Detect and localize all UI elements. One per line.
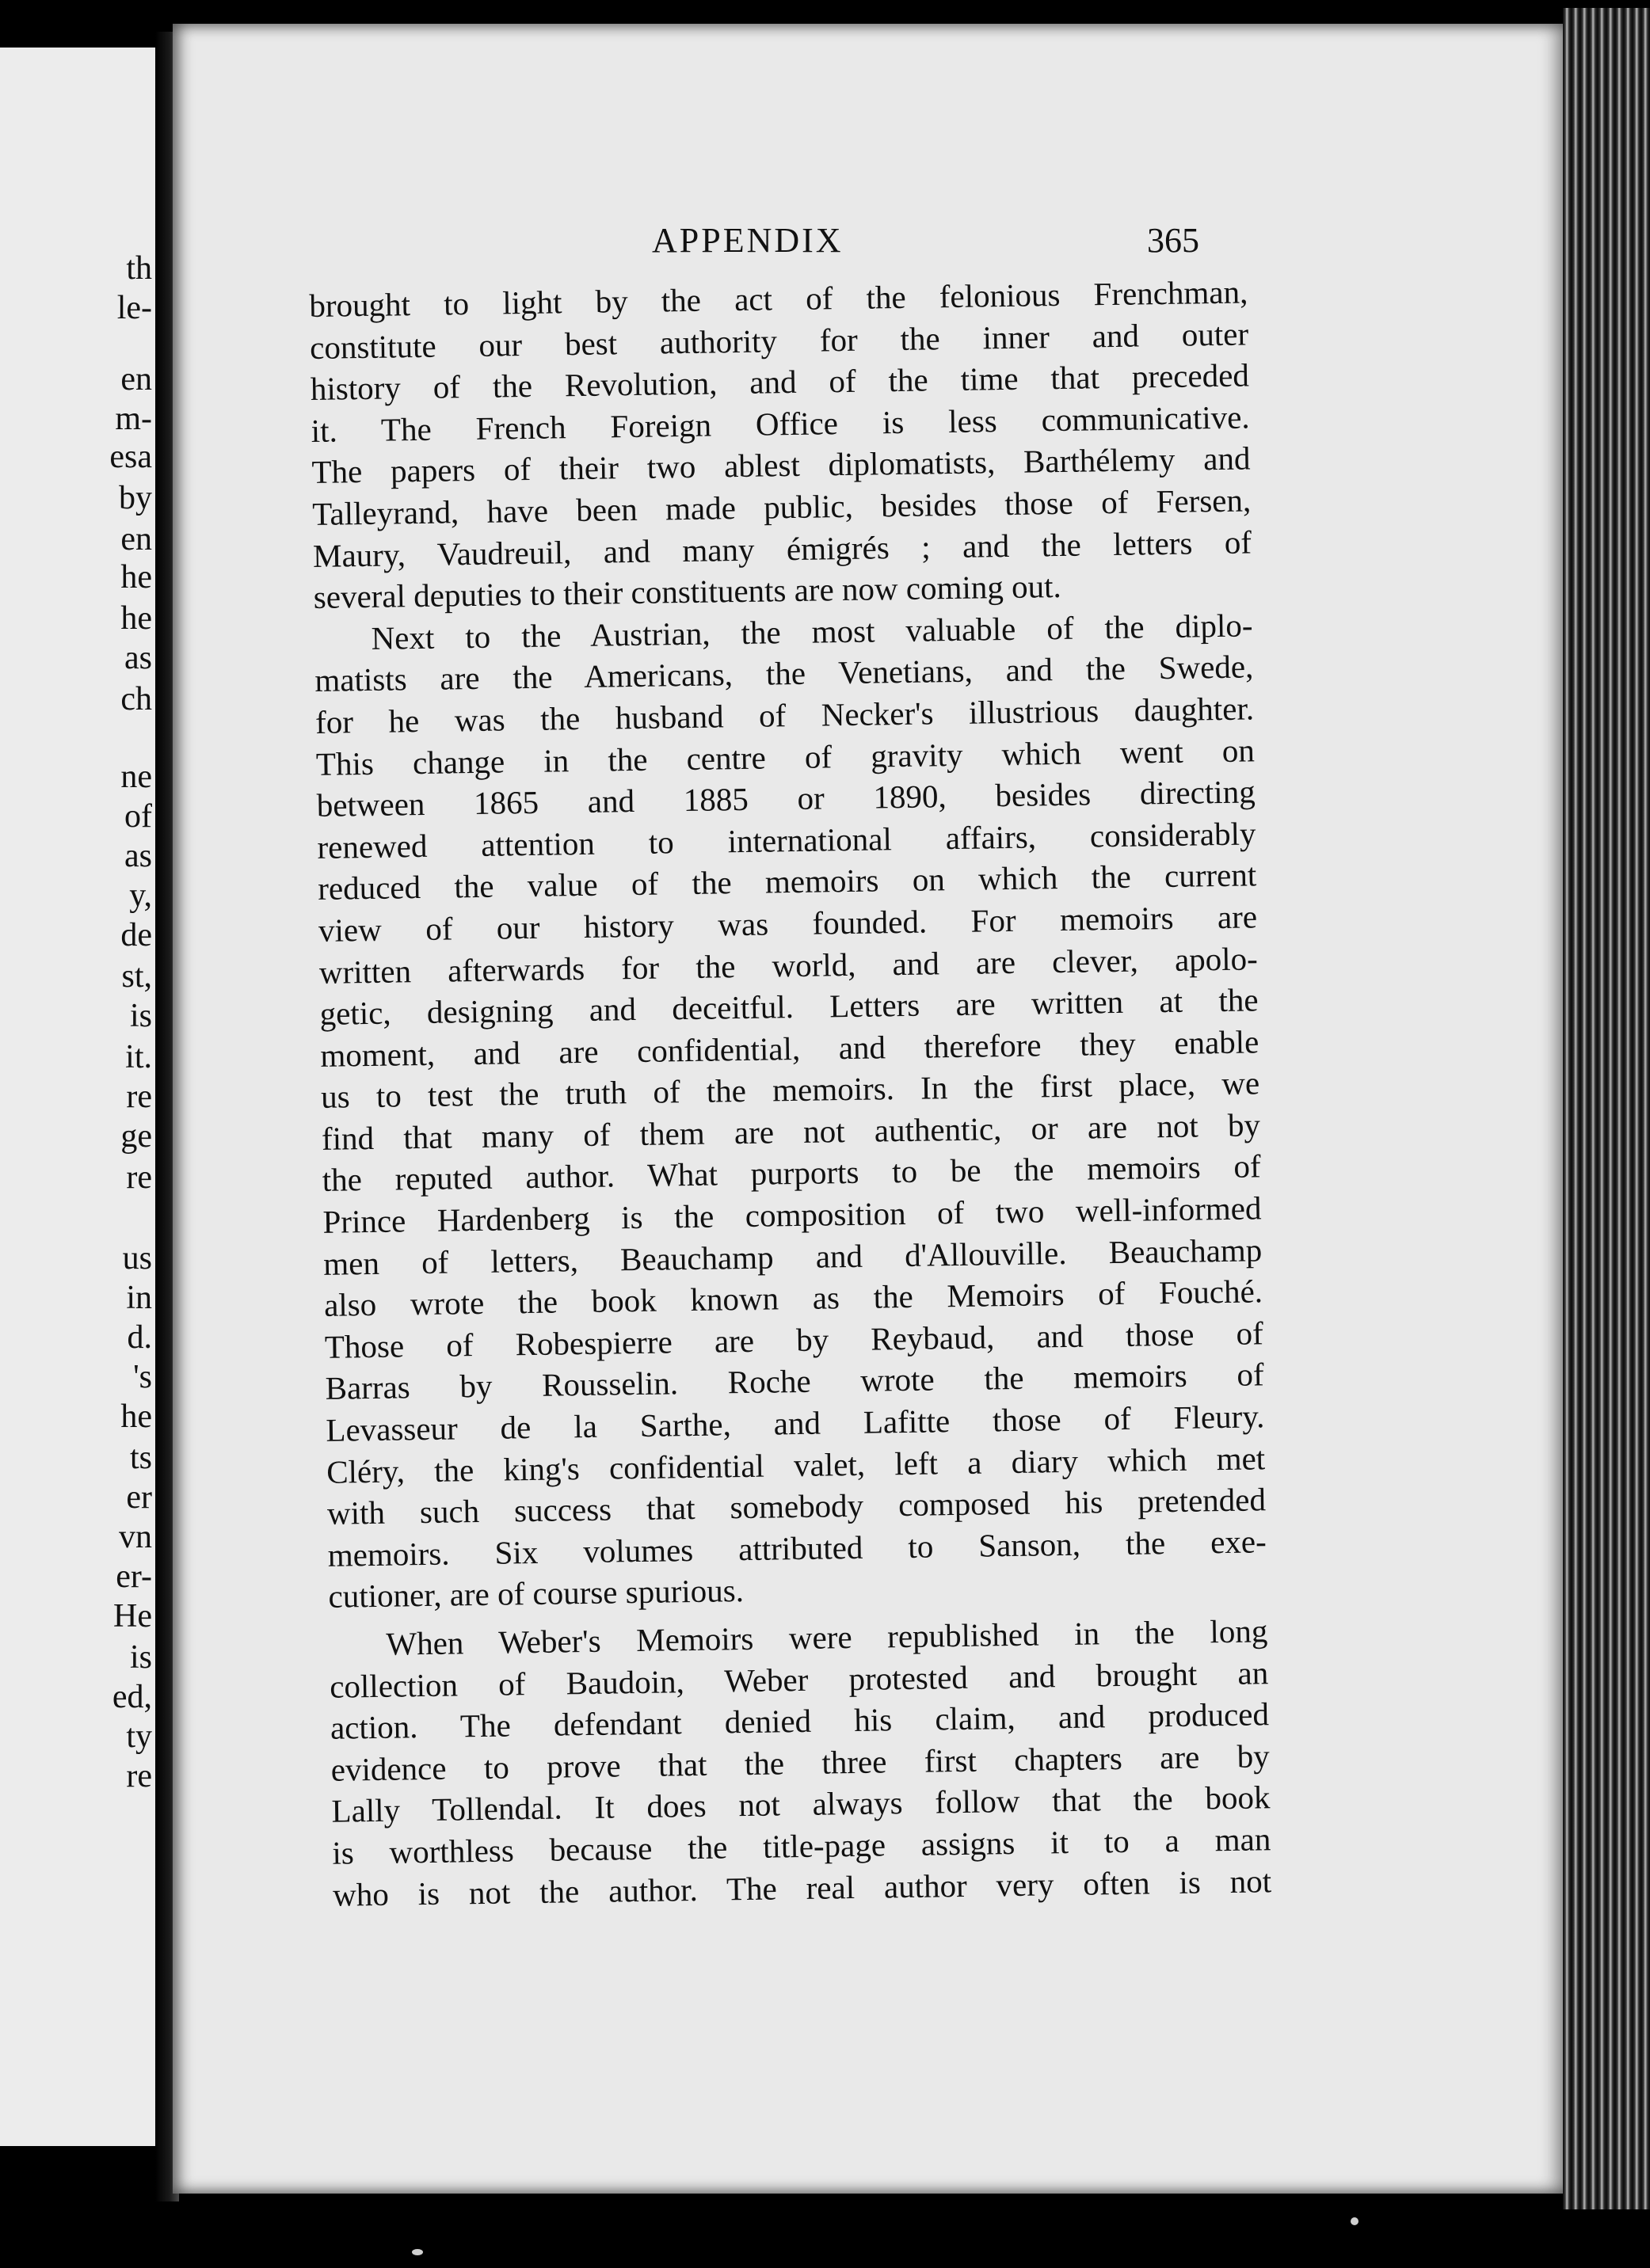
facing-page-fragment-text: in bbox=[126, 1280, 152, 1316]
text-line: cutioner, are of course spurious. bbox=[328, 1572, 745, 1615]
dust-speck bbox=[1351, 2217, 1358, 2225]
text-line: Next to the Austrian, the most valuable of the diplo- bbox=[371, 607, 1253, 656]
facing-page-fragment-text: as bbox=[124, 838, 152, 874]
text-line: action. The defendant denied his claim, and produced bbox=[330, 1695, 1270, 1746]
facing-page-fragment-text: 's bbox=[133, 1359, 152, 1395]
page-number: 365 bbox=[1147, 221, 1199, 260]
facing-page-fragment-text: he bbox=[120, 559, 152, 596]
text-line: several deputies to their constituents are now coming out. bbox=[313, 568, 1061, 616]
body-text bbox=[309, 271, 1271, 1916]
text-line: it. The French Foreign Office is less communicative. bbox=[311, 398, 1250, 449]
facing-page-fragment bbox=[0, 48, 155, 2146]
facing-page-fragment-text: us bbox=[122, 1240, 152, 1277]
text-line: also wrote the book known as the Memoirs of Fouché. bbox=[323, 1273, 1263, 1324]
facing-page-fragment-text: y, bbox=[129, 877, 152, 914]
page-stack-edge bbox=[1563, 8, 1650, 2209]
text-line: men of letters, Beauchamp and d'Allouville. Beauchamp bbox=[322, 1231, 1263, 1282]
facing-page-fragment-text: er bbox=[126, 1479, 152, 1516]
facing-page-fragment-text: ge bbox=[120, 1118, 152, 1155]
facing-page-fragment-text: de bbox=[120, 917, 152, 953]
text-line: Barras by Rousselin. Roche wrote the memoirs of bbox=[325, 1356, 1264, 1407]
facing-page-fragment-text: en bbox=[120, 361, 152, 398]
text-line: with such success that somebody composed his pretended bbox=[326, 1481, 1267, 1532]
text-line: getic, designing and deceitful. Letters are written at the bbox=[319, 981, 1259, 1032]
text-line: for he was the husband of Necker's illustrious daughter. bbox=[314, 690, 1255, 740]
facing-page-fragment-text: ne bbox=[120, 759, 152, 795]
facing-page-fragment-text: st, bbox=[121, 958, 152, 995]
facing-page-fragment-text: he bbox=[120, 1398, 152, 1435]
facing-page-fragment-text: ty bbox=[126, 1718, 152, 1755]
text-line: view of our history was founded. For memoirs are bbox=[318, 898, 1258, 949]
text-line: Levasseur de la Sarthe, and Lafitte those of Fleury. bbox=[326, 1398, 1265, 1448]
facing-page-fragment-text: le- bbox=[116, 290, 152, 326]
text-line: constitute our best authority for the inner and outer bbox=[309, 315, 1249, 366]
running-head: APPENDIX bbox=[652, 221, 844, 260]
text-line: us to test the truth of the memoirs. In the first place, we bbox=[320, 1064, 1260, 1116]
facing-page-fragment-text: en bbox=[120, 521, 152, 557]
dust-speck bbox=[412, 2249, 423, 2255]
text-line: matists are the Americans, the Venetians, and the Swede, bbox=[314, 648, 1254, 699]
text-line: This change in the centre of gravity which went on bbox=[315, 731, 1256, 782]
text-line: who is not the author. The real author very often is not bbox=[332, 1862, 1272, 1913]
facing-page-fragment-text: ch bbox=[120, 681, 152, 717]
text-line: memoirs. Six volumes attributed to Sanson, the exe- bbox=[327, 1523, 1267, 1574]
text-line: When Weber's Memoirs were republished in the long bbox=[386, 1612, 1268, 1662]
facing-page-fragment-text: is bbox=[129, 998, 152, 1034]
text-line: The papers of their two ablest diplomatists, Barthélemy and bbox=[311, 440, 1251, 491]
facing-page-fragment-text: esa bbox=[109, 439, 152, 475]
facing-page-fragment-text: as bbox=[124, 640, 152, 676]
text-line: Talleyrand, have been made public, besides those of Fersen, bbox=[311, 481, 1252, 532]
facing-page-fragment-text: He bbox=[113, 1598, 152, 1634]
facing-page-fragment-text: ed, bbox=[112, 1679, 152, 1715]
text-line: Lally Tollendal. It does not always follow that the book bbox=[331, 1779, 1271, 1830]
text-line: brought to light by the act of the felonious Frenchman, bbox=[309, 273, 1248, 324]
facing-page-fragment-text: d. bbox=[127, 1319, 152, 1356]
facing-page-fragment-text: is bbox=[129, 1639, 152, 1676]
facing-page-fragment-text: by bbox=[119, 480, 152, 516]
facing-page-fragment-text: of bbox=[124, 798, 152, 835]
facing-page-fragment-text: m- bbox=[115, 401, 152, 437]
facing-page-fragment-text: re bbox=[126, 1079, 152, 1115]
text-line: the reputed author. What purports to be the memoirs of bbox=[322, 1147, 1261, 1199]
text-line: Prince Hardenberg is the composition of two well-informed bbox=[322, 1189, 1262, 1240]
text-line: evidence to prove that the three first chapters are by bbox=[330, 1737, 1271, 1788]
text-line: Cléry, the king's confidential valet, left a diary which met bbox=[326, 1439, 1266, 1490]
text-line: written afterwards for the world, and are clever, apolo- bbox=[318, 939, 1259, 991]
text-line: Those of Robespierre are by Reybaud, and those of bbox=[324, 1315, 1264, 1365]
text-line: history of the Revolution, and of the time that preceded bbox=[310, 356, 1250, 408]
text-line: is worthless because the title-page assigns it to a man bbox=[332, 1821, 1271, 1871]
facing-page-fragment-text: it. bbox=[125, 1039, 152, 1075]
text-line: find that many of them are not authentic, or are not by bbox=[321, 1106, 1261, 1157]
text-line: between 1865 and 1885 or 1890, besides directing bbox=[316, 773, 1256, 824]
page-header bbox=[173, 220, 1563, 268]
text-line: collection of Baudoin, Weber protested and brought an bbox=[329, 1653, 1269, 1705]
facing-page-fragment-text: vn bbox=[119, 1519, 152, 1555]
text-line: moment, and are confidential, and therefore they enable bbox=[320, 1023, 1259, 1074]
text-line: renewed attention to international affairs, considerably bbox=[317, 815, 1256, 866]
text-line: reduced the value of the memoirs on which the current bbox=[317, 856, 1257, 908]
text-line: Maury, Vaudreuil, and many émigrés ; and the letters of bbox=[312, 523, 1252, 574]
facing-page-fragment-text: he bbox=[120, 600, 152, 637]
facing-page-fragment-text: re bbox=[126, 1159, 152, 1196]
book-page bbox=[173, 24, 1563, 2194]
facing-page-fragment-text: re bbox=[126, 1758, 152, 1794]
facing-page-fragment-text: er- bbox=[116, 1558, 152, 1595]
facing-page-fragment-text: th bbox=[126, 250, 152, 287]
facing-page-fragment-text: ts bbox=[129, 1440, 152, 1476]
